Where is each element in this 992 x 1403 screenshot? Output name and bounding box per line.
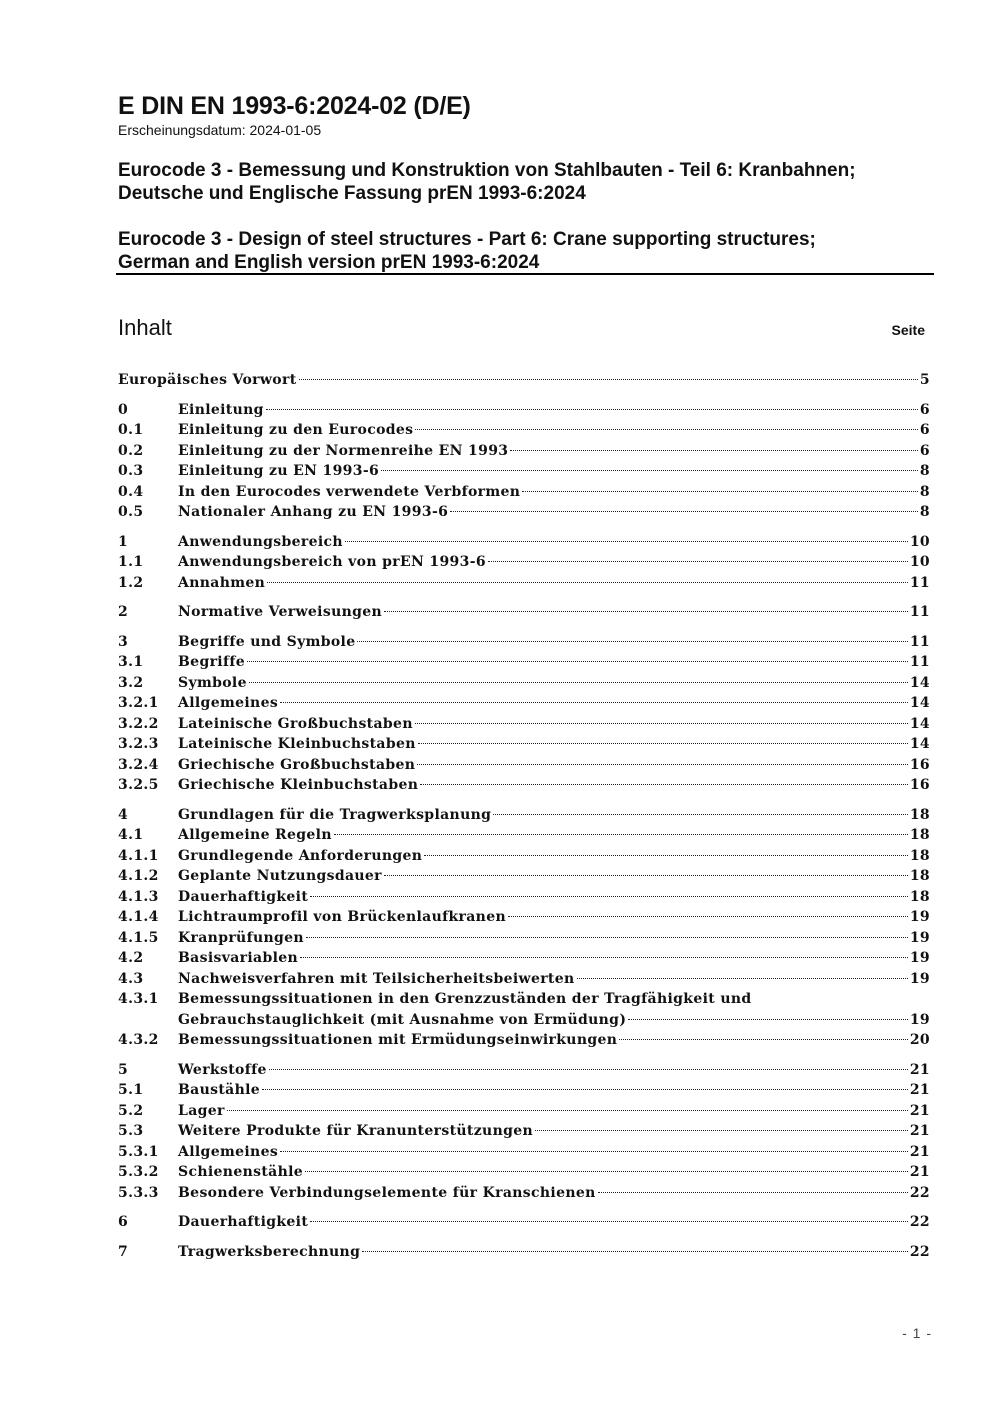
toc-entry-page: 19 (909, 1011, 930, 1028)
toc-entry-title: Werkstoffe (178, 1061, 267, 1078)
toc-entry-line (178, 1242, 930, 1263)
toc-entry-title: Bemessungssituationen mit Ermüdungseinwirkungen (178, 1032, 618, 1048)
toc-dot-leader (415, 723, 908, 724)
toc-entry-title: Einleitung zu der Normenreihe EN 1993 (178, 442, 509, 459)
toc-entry-number: 3.2.4 (118, 756, 159, 773)
toc-entry-page: 5 (919, 372, 930, 388)
toc-entry-line (178, 805, 930, 826)
toc-entry-title: In den Eurocodes verwendete Verbformen (178, 483, 521, 500)
toc-entry-page: 21 (909, 1143, 930, 1160)
toc-entry-line (118, 370, 930, 391)
toc-entry-page: 20 (909, 1032, 930, 1048)
toc-entry-page: 21 (909, 1102, 930, 1119)
toc-dot-leader (384, 875, 908, 876)
toc-heading: Inhalt (118, 315, 172, 340)
toc-entry-line (178, 573, 930, 594)
toc-dot-leader (420, 784, 908, 785)
title-german (118, 159, 856, 205)
toc-entry-page: 10 (909, 533, 930, 550)
toc-dot-leader (345, 541, 908, 542)
toc-dot-leader (510, 450, 918, 451)
toc-entry-page: 11 (909, 654, 930, 670)
toc-entry-line (178, 1162, 930, 1183)
toc-entry-line (178, 532, 930, 553)
toc-entry-title: Weitere Produkte für Kranunterstützungen (178, 1123, 534, 1139)
toc-entry-page: 21 (909, 1082, 930, 1098)
toc-entry-number: 4.1.4 (118, 909, 159, 925)
toc-entry-line (178, 602, 930, 623)
toc-entry-page: 22 (909, 1214, 930, 1230)
toc-entry[interactable] (118, 552, 930, 573)
toc-entry[interactable] (118, 866, 930, 887)
toc-entry-page: 18 (909, 806, 930, 823)
toc-entry[interactable] (118, 1142, 930, 1163)
title-english-line-1: Eurocode 3 - Design of steel structures - Part 6: Crane supporting structures; (118, 229, 816, 250)
toc-dot-leader (305, 1171, 908, 1172)
toc-entry-title: Lateinische Großbuchstaben (178, 715, 413, 732)
toc-entry-title: Allgemeine Regeln (178, 827, 332, 843)
toc-entry[interactable] (118, 1183, 930, 1204)
toc-entry-page: 8 (919, 504, 930, 520)
toc-entry-title: Griechische Großbuchstaben (178, 756, 416, 773)
toc-dot-leader (535, 1130, 908, 1131)
toc-entry-title: Bemessungssituationen in den Grenzzuständen der Tragfähigkeit und (178, 991, 752, 1007)
toc-entry-number: 0.2 (118, 442, 144, 459)
toc-entry-page: 11 (909, 633, 930, 650)
toc-entry-line (178, 632, 930, 653)
toc-dot-leader (299, 379, 918, 380)
toc-entry-line (178, 502, 930, 523)
toc-entry[interactable] (118, 989, 930, 1010)
toc-entry-page: 22 (909, 1184, 930, 1201)
toc-entry-title: Allgemeines (178, 695, 279, 711)
toc-entry-page: 10 (909, 554, 930, 570)
toc-entry-title: Anwendungsbereich (178, 533, 343, 550)
toc-entry-line (178, 1142, 930, 1163)
toc-dot-leader (262, 1089, 908, 1090)
toc-entry-number: 1.2 (118, 574, 144, 591)
toc-entry-line (178, 420, 930, 441)
toc-entry-line (178, 734, 930, 755)
toc-entry[interactable] (118, 1060, 930, 1081)
title-english (118, 228, 816, 274)
toc-entry[interactable] (118, 1162, 930, 1183)
toc-dot-leader (267, 582, 908, 583)
toc-entry-title: Allgemeines (178, 1143, 279, 1160)
toc-dot-leader (310, 1221, 908, 1222)
toc-entry-page: 19 (909, 970, 930, 987)
toc-entry[interactable] (118, 532, 930, 553)
toc-dot-leader (493, 814, 908, 815)
toc-entry-number: 5.3.1 (118, 1143, 159, 1160)
toc-entry-page: 18 (909, 847, 930, 864)
toc-entry-number: 3.2.2 (118, 715, 159, 732)
toc-entry-number: 5 (118, 1061, 129, 1078)
toc-entry-number: 4.1.1 (118, 847, 159, 864)
toc-entry-title: Lager (178, 1102, 225, 1119)
toc-entry-number: 5.3.2 (118, 1164, 159, 1180)
toc-dot-leader (334, 834, 908, 835)
toc-entry-line (178, 1060, 930, 1081)
toc-entry-number: 4.1.5 (118, 929, 159, 946)
title-german-line-1: Eurocode 3 - Bemessung und Konstruktion von Stahlbauten - Teil 6: Kranbahnen; (118, 160, 856, 181)
toc-entry-line (178, 1010, 930, 1031)
toc-entry[interactable] (118, 573, 930, 594)
toc-dot-leader (269, 1069, 908, 1070)
toc-entry-line (178, 1183, 930, 1204)
toc-entry-page: 14 (909, 674, 930, 691)
toc-entry-line (178, 1101, 930, 1122)
toc-dot-leader (424, 855, 907, 856)
toc-entry[interactable] (118, 846, 930, 867)
toc-entry-line (178, 482, 930, 503)
toc-entry-number: 3.2 (118, 674, 144, 691)
toc-dot-leader (384, 611, 908, 612)
toc-entry-line (178, 714, 930, 735)
toc-entry-page: 11 (909, 604, 930, 620)
toc-dot-leader (628, 1019, 908, 1020)
toc-entry-page: 8 (919, 463, 930, 479)
toc-entry[interactable] (118, 461, 930, 482)
toc-entry-title: Grundlagen für die Tragwerksplanung (178, 806, 492, 823)
toc-entry-line (178, 652, 930, 673)
toc-entry[interactable] (118, 1080, 930, 1101)
toc-entry-number: 0.3 (118, 463, 144, 479)
toc-entry-line (178, 928, 930, 949)
toc-entry-line (178, 825, 930, 846)
page-column-label: Seite (891, 322, 925, 338)
toc-dot-leader (227, 1110, 908, 1111)
toc-entry-number: 0 (118, 401, 129, 418)
toc-entry-title: Normative Verweisungen (178, 604, 383, 620)
toc-entry-number: 3.1 (118, 654, 144, 670)
toc-dot-leader (300, 957, 908, 958)
toc-entry[interactable] (118, 632, 930, 653)
toc-entry-title: Besondere Verbindungselemente für Kranschienen (178, 1184, 596, 1201)
toc-entry-title-continued: Gebrauchstauglichkeit (mit Ausnahme von Ermüdung) (178, 1011, 627, 1028)
toc-entry-line (178, 693, 930, 714)
toc-dot-leader (249, 682, 908, 683)
toc-entry[interactable] (118, 1121, 930, 1142)
toc-dot-leader (450, 511, 918, 512)
toc-entry-title: Grundlegende Anforderungen (178, 847, 423, 864)
toc-entry[interactable] (118, 734, 930, 755)
toc-entry[interactable] (118, 928, 930, 949)
toc-entry[interactable] (118, 755, 930, 776)
toc-entry-line (178, 775, 930, 796)
toc-entry[interactable] (118, 775, 930, 796)
toc-entry-line (178, 441, 930, 462)
toc-entry-title: Nachweisverfahren mit Teilsicherheitsbeiwerten (178, 970, 575, 987)
toc-entry-title: Lateinische Kleinbuchstaben (178, 736, 416, 752)
toc-entry[interactable] (118, 693, 930, 714)
toc-entry-page: 18 (909, 888, 930, 905)
toc-entry-number: 4.3.1 (118, 991, 159, 1007)
toc-entry-continuation[interactable] (118, 1010, 930, 1031)
toc-entry[interactable] (118, 1242, 930, 1263)
toc-entry-title: Lichtraumprofil von Brückenlaufkranen (178, 909, 506, 925)
toc-entry-title: Begriffe (178, 654, 245, 670)
toc-entry-number: 0.4 (118, 483, 144, 500)
toc-dot-leader (418, 743, 908, 744)
publication-date: Erscheinungsdatum: 2024-01-05 (118, 122, 322, 138)
toc-entry-number: 5.3 (118, 1123, 144, 1139)
toc-entry-page: 6 (919, 401, 930, 418)
toc-dot-leader (508, 916, 908, 917)
toc-entry-page: 14 (909, 715, 930, 732)
toc-entry-title: Einleitung (178, 401, 264, 418)
toc-entry-line (178, 907, 930, 928)
toc-entry-number: 0.5 (118, 504, 144, 520)
toc-entry-number: 7 (118, 1243, 129, 1260)
toc-entry-number: 2 (118, 604, 129, 620)
toc-entry-number: 3.2.1 (118, 695, 159, 711)
toc-dot-leader (266, 409, 918, 410)
toc-entry-number: 3.2.5 (118, 777, 159, 793)
toc-entry-title: Begriffe und Symbole (178, 633, 356, 650)
toc-entry-page: 18 (909, 868, 930, 884)
toc-entry[interactable] (118, 370, 930, 391)
toc-entry[interactable] (118, 825, 930, 846)
toc-entry[interactable] (118, 441, 930, 462)
toc-entry-title: Symbole (178, 674, 247, 691)
toc-dot-leader (417, 764, 907, 765)
toc-entry-title: Europäisches Vorwort (118, 372, 297, 388)
toc-entry-page: 19 (909, 909, 930, 925)
toc-dot-leader (247, 661, 908, 662)
toc-entry-page: 18 (909, 827, 930, 843)
toc-entry[interactable] (118, 969, 930, 990)
toc-entry[interactable] (118, 1030, 930, 1051)
toc-entry-page: 21 (909, 1123, 930, 1139)
toc-entry-title: Tragwerksberechnung (178, 1243, 361, 1260)
toc-entry-number: 0.1 (118, 422, 144, 438)
toc-entry-page: 19 (909, 929, 930, 946)
toc-entry-title: Baustähle (178, 1082, 261, 1098)
toc-entry-title: Nationaler Anhang zu EN 1993-6 (178, 504, 449, 520)
toc-entry-line (178, 755, 930, 776)
toc-entry-page: 11 (909, 574, 930, 591)
toc-entry[interactable] (118, 714, 930, 735)
toc-entry-number: 4.3.2 (118, 1032, 159, 1048)
toc-entry-number: 5.3.3 (118, 1184, 159, 1201)
toc-entry-line (178, 887, 930, 908)
toc-entry-title: Basisvariablen (178, 950, 299, 966)
toc-entry-number: 1 (118, 533, 129, 550)
toc-entry-line (178, 1030, 930, 1051)
toc-dot-leader (577, 978, 908, 979)
toc-entry-page: 6 (919, 422, 930, 438)
toc-dot-leader (488, 561, 908, 562)
toc-entry[interactable] (118, 948, 930, 969)
toc-entry-title: Dauerhaftigkeit (178, 1214, 309, 1230)
toc-entry-page: 16 (909, 756, 930, 773)
toc-entry-page: 8 (919, 483, 930, 500)
page-number: - 1 - (902, 1325, 932, 1341)
toc-entry-title: Schienenstähle (178, 1164, 304, 1180)
toc-entry[interactable] (118, 652, 930, 673)
toc-entry-number: 6 (118, 1214, 129, 1230)
toc-entry[interactable] (118, 420, 930, 441)
toc-entry[interactable] (118, 602, 930, 623)
toc-entry-line (178, 1121, 930, 1142)
toc-entry-title: Dauerhaftigkeit (178, 888, 309, 905)
toc-entry-number: 3.2.3 (118, 736, 159, 752)
toc-dot-leader (357, 641, 907, 642)
toc-entry[interactable] (118, 1101, 930, 1122)
title-english-line-2: German and English version prEN 1993-6:2024 (118, 252, 540, 273)
toc-entry-number: 4.1.3 (118, 888, 159, 905)
toc-entry-number: 4.1 (118, 827, 144, 843)
toc-entry-line (178, 1212, 930, 1233)
toc-entry-line (178, 1080, 930, 1101)
toc-entry-title: Geplante Nutzungsdauer (178, 868, 382, 884)
toc-entry-line (178, 866, 930, 887)
toc-entry-number: 5.1 (118, 1082, 144, 1098)
toc-entry-page: 22 (909, 1243, 930, 1260)
toc-entry-line (178, 552, 930, 573)
title-german-line-2: Deutsche und Englische Fassung prEN 1993-6:2024 (118, 183, 586, 204)
toc-dot-leader (362, 1251, 908, 1252)
toc-dot-leader (310, 896, 908, 897)
toc-entry[interactable] (118, 805, 930, 826)
toc-entry-number: 1.1 (118, 554, 144, 570)
toc-entry-number: 4.1.2 (118, 868, 159, 884)
toc-dot-leader (381, 470, 918, 471)
toc-entry-page: 14 (909, 736, 930, 752)
toc-entry-page: 21 (909, 1061, 930, 1078)
toc-entry-title: Kranprüfungen (178, 929, 304, 946)
toc-entry[interactable] (118, 1212, 930, 1233)
toc-entry-line (178, 400, 930, 421)
toc-entry-line (178, 461, 930, 482)
toc-entry-line (178, 948, 930, 969)
toc-entry-page: 19 (909, 950, 930, 966)
document-title: E DIN EN 1993-6:2024-02 (D/E) (118, 92, 471, 120)
toc-dot-leader (598, 1192, 908, 1193)
toc-entry-number: 4 (118, 806, 129, 823)
toc-entry-page: 6 (919, 442, 930, 459)
toc-entry-title: Griechische Kleinbuchstaben (178, 777, 419, 793)
toc-entry[interactable] (118, 502, 930, 523)
toc-entry[interactable] (118, 400, 930, 421)
toc-entry-page: 21 (909, 1164, 930, 1180)
toc-entry-line (178, 969, 930, 990)
toc-entry-number: 3 (118, 633, 129, 650)
toc-dot-leader (522, 491, 918, 492)
toc-dot-leader (619, 1039, 908, 1040)
toc-entry[interactable] (118, 887, 930, 908)
toc-dot-leader (280, 1151, 908, 1152)
toc-entry-page: 16 (909, 777, 930, 793)
toc-dot-leader (306, 937, 908, 938)
toc-entry-page: 14 (909, 695, 930, 711)
toc-entry[interactable] (118, 673, 930, 694)
toc-entry[interactable] (118, 907, 930, 928)
toc-dot-leader (415, 429, 918, 430)
toc-entry-title: Einleitung zu EN 1993-6 (178, 463, 380, 479)
toc-entry-number: 4.2 (118, 950, 144, 966)
table-of-contents (118, 370, 930, 1262)
toc-entry-title: Anwendungsbereich von prEN 1993-6 (178, 554, 486, 570)
toc-entry-title: Einleitung zu den Eurocodes (178, 422, 414, 438)
header-divider (116, 273, 934, 275)
toc-entry-line (178, 846, 930, 867)
toc-entry-number: 5.2 (118, 1102, 144, 1119)
toc-dot-leader (280, 702, 908, 703)
toc-entry-line (178, 673, 930, 694)
toc-entry[interactable] (118, 482, 930, 503)
toc-entry-title: Annahmen (178, 574, 266, 591)
toc-entry-number: 4.3 (118, 970, 144, 987)
